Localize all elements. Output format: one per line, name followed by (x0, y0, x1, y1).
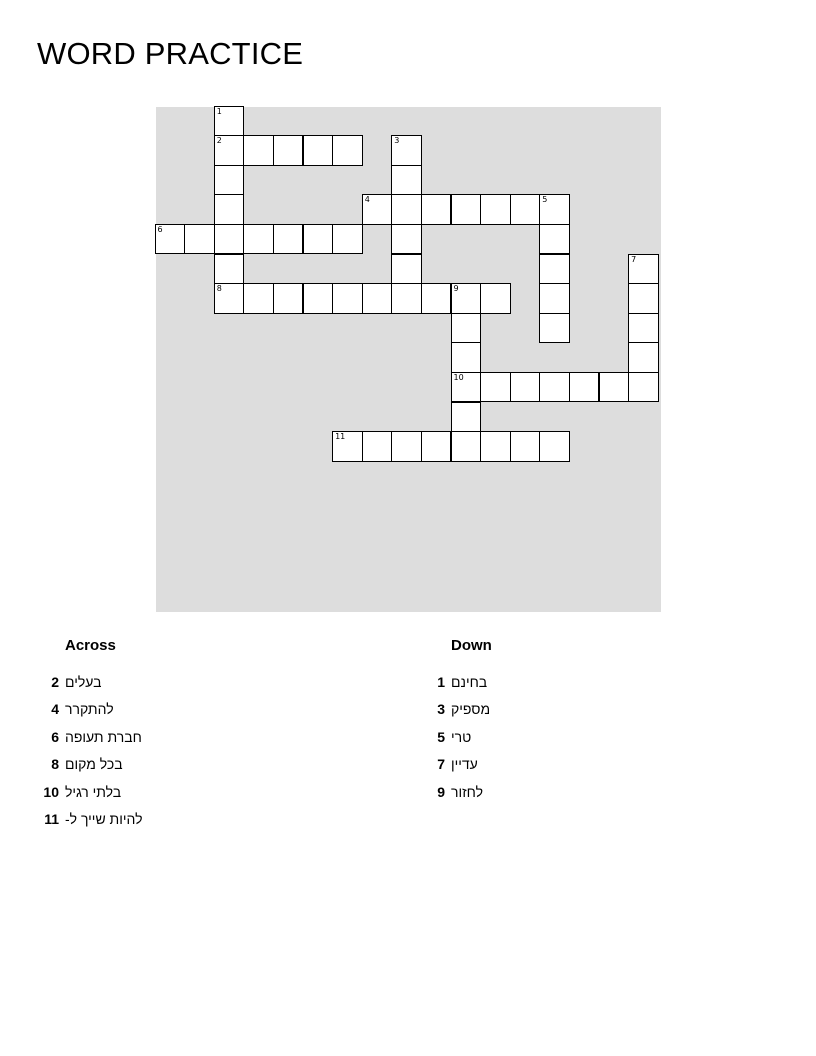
across-clues (30, 636, 290, 833)
cell-number: 8 (216, 284, 222, 294)
down-clue (416, 751, 676, 779)
grid-cell[interactable] (214, 135, 245, 166)
grid-cell[interactable] (391, 254, 422, 285)
grid-cell[interactable] (628, 313, 659, 344)
cell-number: 6 (157, 224, 163, 234)
grid-cell[interactable] (391, 165, 422, 196)
clue-text: בחינם (451, 673, 488, 690)
cell-number: 3 (394, 136, 400, 146)
across-clue (30, 668, 290, 696)
clue-number: 1 (437, 673, 445, 690)
grid-cell[interactable] (332, 283, 363, 314)
grid-cell[interactable] (480, 431, 511, 462)
grid-cell[interactable] (214, 194, 245, 225)
clue-number: 4 (51, 701, 59, 718)
grid-cell[interactable] (569, 372, 600, 403)
clue-number: 7 (437, 756, 445, 773)
across-heading: Across (65, 637, 116, 654)
grid-cell[interactable] (451, 313, 482, 344)
grid-cell[interactable] (539, 431, 570, 462)
grid-cell[interactable] (214, 283, 245, 314)
clue-number: 2 (51, 673, 59, 690)
grid-cell[interactable] (184, 224, 215, 255)
down-clue (416, 723, 676, 751)
across-clue (30, 778, 290, 806)
clue-text: מספיק (451, 701, 491, 718)
crossword-grid (156, 107, 661, 612)
down-clue-list (416, 668, 676, 806)
grid-cell[interactable] (628, 254, 659, 285)
grid-cell[interactable] (332, 431, 363, 462)
grid-cell[interactable] (303, 224, 334, 255)
clue-text: להתקרר (65, 701, 114, 718)
grid-cell[interactable] (599, 372, 630, 403)
cell-number: 2 (216, 136, 222, 146)
clue-number: 11 (44, 811, 59, 828)
grid-cell[interactable] (214, 254, 245, 285)
grid-cell[interactable] (480, 194, 511, 225)
clue-text: לחזור (451, 783, 483, 800)
grid-cell[interactable] (451, 372, 482, 403)
clue-number: 10 (43, 783, 59, 800)
grid-cell[interactable] (214, 106, 245, 137)
grid-cell[interactable] (628, 372, 659, 403)
across-clue (30, 696, 290, 724)
grid-cell[interactable] (391, 224, 422, 255)
cell-number: 9 (453, 284, 459, 294)
down-clues (416, 636, 676, 806)
across-clue (30, 723, 290, 751)
grid-cell[interactable] (539, 372, 570, 403)
cell-number: 4 (364, 195, 370, 205)
clue-text: בכל מקום (65, 756, 123, 773)
grid-cell[interactable] (451, 283, 482, 314)
grid-cell[interactable] (332, 135, 363, 166)
grid-cell[interactable] (451, 402, 482, 433)
clue-number: 5 (437, 728, 445, 745)
grid-cell[interactable] (539, 254, 570, 285)
grid-cell[interactable] (391, 431, 422, 462)
grid-cell[interactable] (243, 224, 274, 255)
grid-cell[interactable] (628, 283, 659, 314)
down-clue (416, 668, 676, 696)
clue-text: חברת תעופה (65, 728, 142, 745)
grid-cell[interactable] (273, 135, 304, 166)
grid-cell[interactable] (421, 194, 452, 225)
down-clue (416, 696, 676, 724)
grid-cell[interactable] (480, 283, 511, 314)
down-clue (416, 778, 676, 806)
grid-cell[interactable] (362, 431, 393, 462)
across-clue (30, 751, 290, 779)
across-clue (30, 806, 290, 834)
grid-cell[interactable] (362, 194, 393, 225)
cell-number: 1 (216, 106, 222, 116)
grid-cell[interactable] (510, 194, 541, 225)
grid-cell[interactable] (480, 372, 511, 403)
down-heading: Down (451, 637, 492, 654)
grid-cell[interactable] (273, 224, 304, 255)
across-clue-list (30, 668, 290, 833)
clue-number: 8 (51, 756, 59, 773)
grid-cell[interactable] (303, 135, 334, 166)
grid-cell[interactable] (391, 194, 422, 225)
grid-cell[interactable] (451, 431, 482, 462)
cell-number: 10 (453, 372, 464, 382)
clue-text: בעלים (65, 673, 102, 690)
clue-text: טרי (451, 728, 472, 745)
grid-cell[interactable] (510, 431, 541, 462)
grid-cell[interactable] (243, 283, 274, 314)
grid-cell[interactable] (421, 431, 452, 462)
grid-cell[interactable] (391, 283, 422, 314)
grid-cell[interactable] (421, 283, 452, 314)
grid-cell[interactable] (214, 165, 245, 196)
grid-cell[interactable] (539, 283, 570, 314)
grid-cell[interactable] (391, 135, 422, 166)
cell-number: 7 (631, 254, 637, 264)
grid-cell[interactable] (332, 224, 363, 255)
clue-number: 6 (51, 728, 59, 745)
cell-number: 11 (335, 432, 346, 442)
grid-cell[interactable] (539, 313, 570, 344)
grid-cell[interactable] (155, 224, 186, 255)
grid-cell[interactable] (362, 283, 393, 314)
grid-cell[interactable] (539, 194, 570, 225)
clue-text: עדיין (451, 756, 478, 773)
cell-number: 5 (542, 195, 548, 205)
grid-cell[interactable] (273, 283, 304, 314)
grid-cell[interactable] (539, 224, 570, 255)
clue-number: 9 (437, 783, 445, 800)
grid-cell[interactable] (451, 342, 482, 373)
grid-cell[interactable] (303, 283, 334, 314)
clue-text: בלתי רגיל (65, 783, 122, 800)
page-title: WORD PRACTICE (37, 36, 304, 71)
grid-cell[interactable] (214, 224, 245, 255)
grid-cell[interactable] (243, 135, 274, 166)
grid-cell[interactable] (628, 342, 659, 373)
clue-text: להיות שייך ל- (65, 811, 143, 828)
grid-cell[interactable] (510, 372, 541, 403)
clue-number: 3 (437, 701, 445, 718)
grid-cell[interactable] (451, 194, 482, 225)
